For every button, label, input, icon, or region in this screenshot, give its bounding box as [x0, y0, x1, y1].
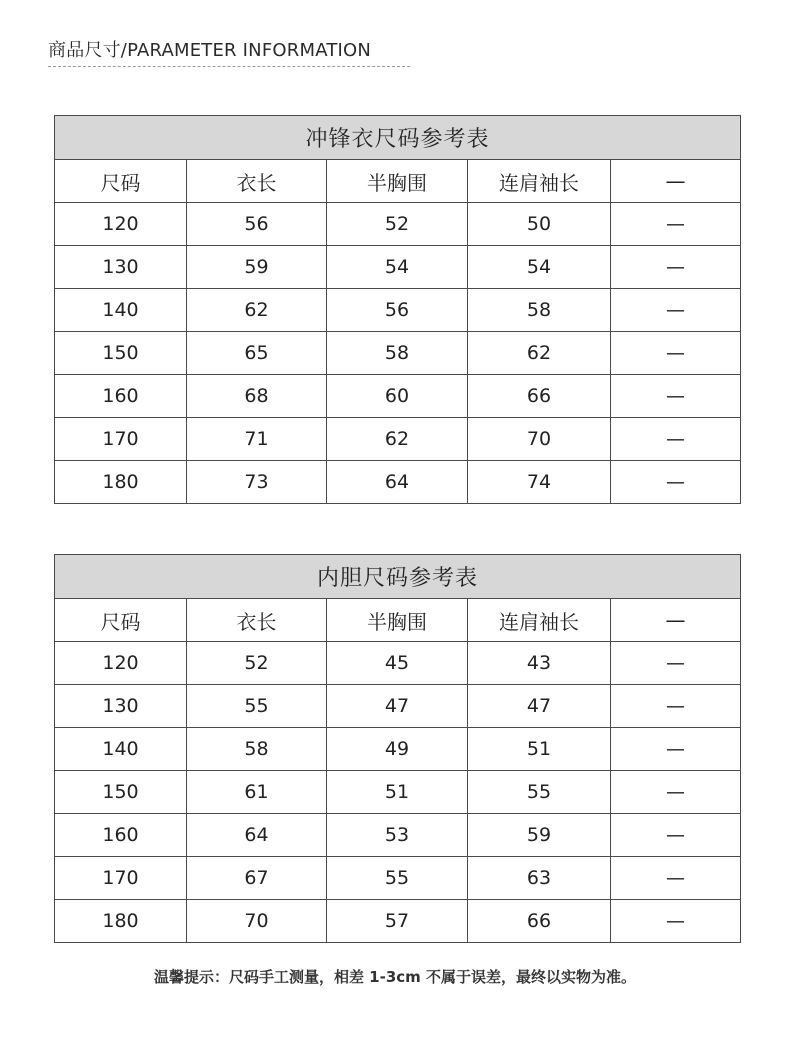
table-cell: 62	[327, 418, 468, 461]
table-cell: 170	[55, 418, 187, 461]
table-cell: 58	[327, 332, 468, 375]
table-cell: 62	[468, 332, 611, 375]
table-cell: 68	[187, 375, 327, 418]
table-cell: 63	[468, 857, 611, 900]
table-cell: 180	[55, 461, 187, 504]
table-cell: 52	[187, 642, 327, 685]
table-row	[55, 246, 741, 289]
table-cell: 61	[187, 771, 327, 814]
table-cell: 45	[327, 642, 468, 685]
table-row	[55, 728, 741, 771]
column-header-length: 衣长	[187, 599, 327, 642]
table-cell: 54	[468, 246, 611, 289]
table-cell: 160	[55, 375, 187, 418]
table-cell: 60	[327, 375, 468, 418]
table-cell: 58	[187, 728, 327, 771]
table-row	[55, 461, 741, 504]
table-cell: 55	[468, 771, 611, 814]
table-cell: 70	[187, 900, 327, 943]
table-cell: 56	[187, 203, 327, 246]
column-header-row	[55, 599, 741, 642]
table-row	[55, 418, 741, 461]
table-cell: 170	[55, 857, 187, 900]
table-cell: 51	[468, 728, 611, 771]
table-cell: —	[611, 771, 741, 814]
table-cell: —	[611, 461, 741, 504]
table-cell: 43	[468, 642, 611, 685]
measurement-note: 温馨提示：尺码手工测量，相差 1-3cm 不属于误差，最终以实物为准。	[153, 968, 637, 986]
table-row	[55, 375, 741, 418]
table-cell: 180	[55, 900, 187, 943]
table-cell: 74	[468, 461, 611, 504]
column-header-sleeve: 连肩袖长	[468, 599, 611, 642]
table-cell: 52	[327, 203, 468, 246]
table-cell: 130	[55, 246, 187, 289]
table-cell: —	[611, 814, 741, 857]
table-cell: 65	[187, 332, 327, 375]
table-row	[55, 332, 741, 375]
table-cell: —	[611, 728, 741, 771]
table-cell: 54	[327, 246, 468, 289]
column-header-length: 衣长	[187, 160, 327, 203]
table-cell: 140	[55, 728, 187, 771]
table-cell: 66	[468, 900, 611, 943]
table-cell: 59	[187, 246, 327, 289]
table-row	[55, 289, 741, 332]
column-header-size: 尺码	[55, 160, 187, 203]
table-cell: —	[611, 418, 741, 461]
column-header-half-chest: 半胸围	[327, 160, 468, 203]
table-cell: 71	[187, 418, 327, 461]
column-header-half-chest: 半胸围	[327, 599, 468, 642]
table-cell: 47	[468, 685, 611, 728]
table-cell: —	[611, 685, 741, 728]
column-header-extra: —	[611, 160, 741, 203]
column-header-extra: —	[611, 599, 741, 642]
table-cell: 140	[55, 289, 187, 332]
table-cell: 130	[55, 685, 187, 728]
table-title: 冲锋衣尺码参考表	[55, 116, 741, 160]
title-divider	[48, 66, 410, 67]
table-cell: 64	[187, 814, 327, 857]
table-cell: 51	[327, 771, 468, 814]
table-cell: 160	[55, 814, 187, 857]
table-cell: 55	[327, 857, 468, 900]
table-row	[55, 771, 741, 814]
table-cell: 150	[55, 771, 187, 814]
table-cell: 56	[327, 289, 468, 332]
table-cell: —	[611, 900, 741, 943]
table-row	[55, 642, 741, 685]
column-header-sleeve: 连肩袖长	[468, 160, 611, 203]
table-cell: 120	[55, 642, 187, 685]
column-header-size: 尺码	[55, 599, 187, 642]
table-row	[55, 814, 741, 857]
table-cell: —	[611, 375, 741, 418]
jacket-size-table	[54, 115, 741, 504]
table-cell: 64	[327, 461, 468, 504]
liner-size-table	[54, 554, 741, 943]
table-cell: 67	[187, 857, 327, 900]
table-cell: 62	[187, 289, 327, 332]
table-cell: —	[611, 642, 741, 685]
table-cell: —	[611, 289, 741, 332]
table-row	[55, 900, 741, 943]
table-cell: 120	[55, 203, 187, 246]
table-cell: 57	[327, 900, 468, 943]
table-cell: 49	[327, 728, 468, 771]
table-cell: 55	[187, 685, 327, 728]
table-cell: 47	[327, 685, 468, 728]
table-row	[55, 857, 741, 900]
column-header-row	[55, 160, 741, 203]
table-row	[55, 203, 741, 246]
table-cell: 70	[468, 418, 611, 461]
table-cell: 50	[468, 203, 611, 246]
table-cell: —	[611, 246, 741, 289]
table-cell: 59	[468, 814, 611, 857]
table-cell: —	[611, 332, 741, 375]
page-title: 商品尺寸/PARAMETER INFORMATION	[48, 40, 372, 61]
table-title: 内胆尺码参考表	[55, 555, 741, 599]
table-cell: —	[611, 203, 741, 246]
table-cell: 66	[468, 375, 611, 418]
table-cell: 150	[55, 332, 187, 375]
table-cell: —	[611, 857, 741, 900]
table-row	[55, 685, 741, 728]
table-cell: 53	[327, 814, 468, 857]
table-cell: 73	[187, 461, 327, 504]
table-cell: 58	[468, 289, 611, 332]
